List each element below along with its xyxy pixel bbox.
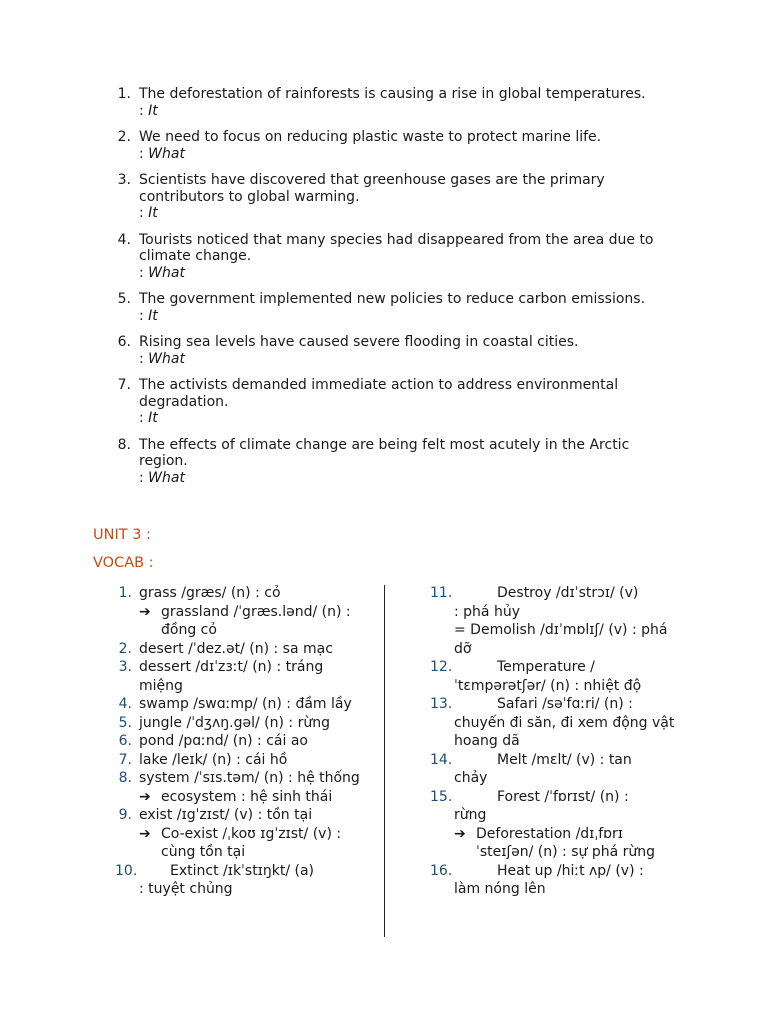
arrow-icon: ➔ <box>139 825 151 842</box>
item-number: 6. <box>117 334 131 350</box>
vocab-text: exist /ɪgˈzɪst/ (v) : tồn tại <box>139 807 313 823</box>
vocab-meaning: chuyến đi săn, đi xem động vật hoang dã <box>454 714 675 749</box>
vocab-item <box>110 584 360 640</box>
list-item <box>110 172 670 222</box>
item-number: 8. <box>117 436 131 453</box>
vocab-column-right <box>425 584 675 899</box>
answer: : It <box>139 205 158 221</box>
vocab-text: grass /græs/ (n) : cỏ <box>139 585 281 601</box>
item-number: 2. <box>117 129 131 145</box>
vocab-item <box>425 862 675 899</box>
vocab-item <box>110 695 360 714</box>
answer-word: It <box>148 205 158 221</box>
sentence: The government implemented new policies to reduce carbon emissions. <box>139 291 646 307</box>
vocab-text: swamp /swɑːmp/ (n) : đầm lầy <box>139 696 352 712</box>
vocab-text: Melt /mɛlt/ (v) : tan <box>497 751 632 768</box>
vocab-text: Extinct /ɪkˈstɪŋkt/ (a) <box>170 862 315 879</box>
arrow-icon: ➔ <box>454 825 466 842</box>
item-number: 6. <box>118 733 132 749</box>
vocab-item <box>110 640 360 659</box>
item-number: 13. <box>430 696 453 712</box>
vocab-item <box>110 751 360 770</box>
answer: : It <box>139 307 158 324</box>
vocab-text: desert /ˈdez.ət/ (n) : sa mạc <box>139 640 333 657</box>
vocab-text: pond /pɑːnd/ (n) : cái ao <box>139 733 308 749</box>
vocab-text: lake /leɪk/ (n) : cái hồ <box>139 751 288 768</box>
arrow-icon: ➔ <box>139 603 151 620</box>
vocab-heading: VOCAB : <box>93 555 154 571</box>
item-number: 3. <box>118 659 132 675</box>
vocab-subentry: grassland /ˈgræs.lənd/ (n) : đồng cỏ <box>161 603 351 638</box>
list-item <box>110 232 670 282</box>
sentence: Rising sea levels have caused severe flooding in coastal cities. <box>139 334 579 350</box>
vocab-meaning: làm nóng lên <box>454 881 546 897</box>
vocab-subentry: Co-exist /ˌkoʊ ɪgˈzɪst/ (v) : cùng tồn tại <box>161 825 342 860</box>
item-number: 4. <box>118 696 132 712</box>
vocab-subentry: Deforestation /dɪˌfɒrɪˈsteɪʃən/ (n) : sự phá rừng <box>476 825 656 860</box>
answer: : It <box>139 410 158 426</box>
vocab-item <box>110 769 360 806</box>
item-number: 5. <box>117 291 131 307</box>
answer-word: It <box>148 307 158 324</box>
vocab-item <box>425 584 675 658</box>
vocab-text: system /ˈsɪs.təm/ (n) : hệ thống <box>139 770 360 786</box>
item-number: 7. <box>118 751 132 768</box>
unit-heading: UNIT 3 : <box>93 527 151 543</box>
list-item <box>110 86 670 119</box>
item-number: 9. <box>118 807 132 823</box>
vocab-text: Destroy /dɪˈstrɔɪ/ (v) <box>497 585 639 601</box>
vocab-item <box>425 658 675 695</box>
item-number: 4. <box>117 231 131 248</box>
vocab-item <box>425 751 675 788</box>
vocab-text: Heat up /hiːt ʌp/ (v) : <box>497 862 644 879</box>
list-item <box>110 377 670 427</box>
answer-word: What <box>148 469 185 486</box>
vocab-meaning: : phá hủy <box>454 603 520 620</box>
list-item <box>110 129 670 162</box>
vocab-text: dessert /dɪˈzɜːt/ (n) : tráng miệng <box>139 659 324 694</box>
sentence: Tourists noticed that many species had disappeared from the area due to climate change. <box>139 231 654 264</box>
vocab-column-left <box>110 584 360 899</box>
vocab-item <box>425 695 675 751</box>
vocab-meaning: : tuyệt chủng <box>139 881 233 897</box>
item-number: 5. <box>118 714 132 731</box>
vocab-text: Forest /ˈfɒrɪst/ (n) : <box>497 788 629 805</box>
item-number: 15. <box>430 788 453 805</box>
item-number: 3. <box>117 172 131 188</box>
sentence: The effects of climate change are being felt most acutely in the Arctic region. <box>139 436 630 469</box>
vocab-item <box>110 806 360 862</box>
item-number: 16. <box>430 862 453 879</box>
vocab-item <box>110 714 360 733</box>
answer: : What <box>139 264 185 281</box>
vocab-meaning: rừng <box>454 807 487 823</box>
vocab-text: Safari /səˈfɑːri/ (n) : <box>497 696 633 712</box>
sentence: The activists demanded immediate action to address environmental degradation. <box>139 377 619 410</box>
item-number: 1. <box>117 86 131 102</box>
sentence: Scientists have discovered that greenhouse gases are the primary contributors to global warming. <box>139 172 605 205</box>
sentence: We need to focus on reducing plastic waste to protect marine life. <box>139 129 602 145</box>
answer: : What <box>139 350 185 367</box>
list-item <box>110 291 670 324</box>
item-number: 12. <box>430 659 453 675</box>
answer: : What <box>139 145 185 162</box>
arrow-icon: ➔ <box>139 788 151 805</box>
vocab-meaning: chảy <box>454 770 488 786</box>
sentence: The deforestation of rainforests is causing a rise in global temperatures. <box>139 86 646 102</box>
vocab-meaning: ˈtɛmpərətʃər/ (n) : nhiệt độ <box>454 677 642 694</box>
vocab-synonym: = Demolish /dɪˈmɒlɪʃ/ (v) : phá dỡ <box>454 622 668 657</box>
vocab-subentry: ecosystem : hệ sinh thái <box>161 788 333 805</box>
list-item <box>110 437 670 487</box>
vocab-item <box>110 862 360 899</box>
answer-word: It <box>148 102 158 119</box>
column-divider <box>384 585 385 937</box>
item-number: 14. <box>430 751 453 768</box>
item-number: 2. <box>118 640 132 657</box>
answer-word: What <box>148 145 185 162</box>
answer-word: What <box>148 264 185 281</box>
vocab-item <box>110 732 360 751</box>
item-number: 8. <box>118 770 132 786</box>
answer: : What <box>139 469 185 486</box>
answer-word: It <box>148 410 158 426</box>
item-number: 7. <box>117 377 131 393</box>
answer: : It <box>139 102 158 119</box>
vocab-item <box>425 788 675 862</box>
item-number: 11. <box>430 585 453 601</box>
vocab-text: jungle /ˈdʒʌŋ.gəl/ (n) : rừng <box>139 714 330 731</box>
answer-word: What <box>148 350 185 367</box>
list-item <box>110 334 670 367</box>
exercise-list <box>110 86 670 496</box>
vocab-item <box>110 658 360 695</box>
item-number: 1. <box>118 585 132 601</box>
vocab-text: Temperature / <box>497 659 595 675</box>
item-number: 10. <box>115 862 138 879</box>
